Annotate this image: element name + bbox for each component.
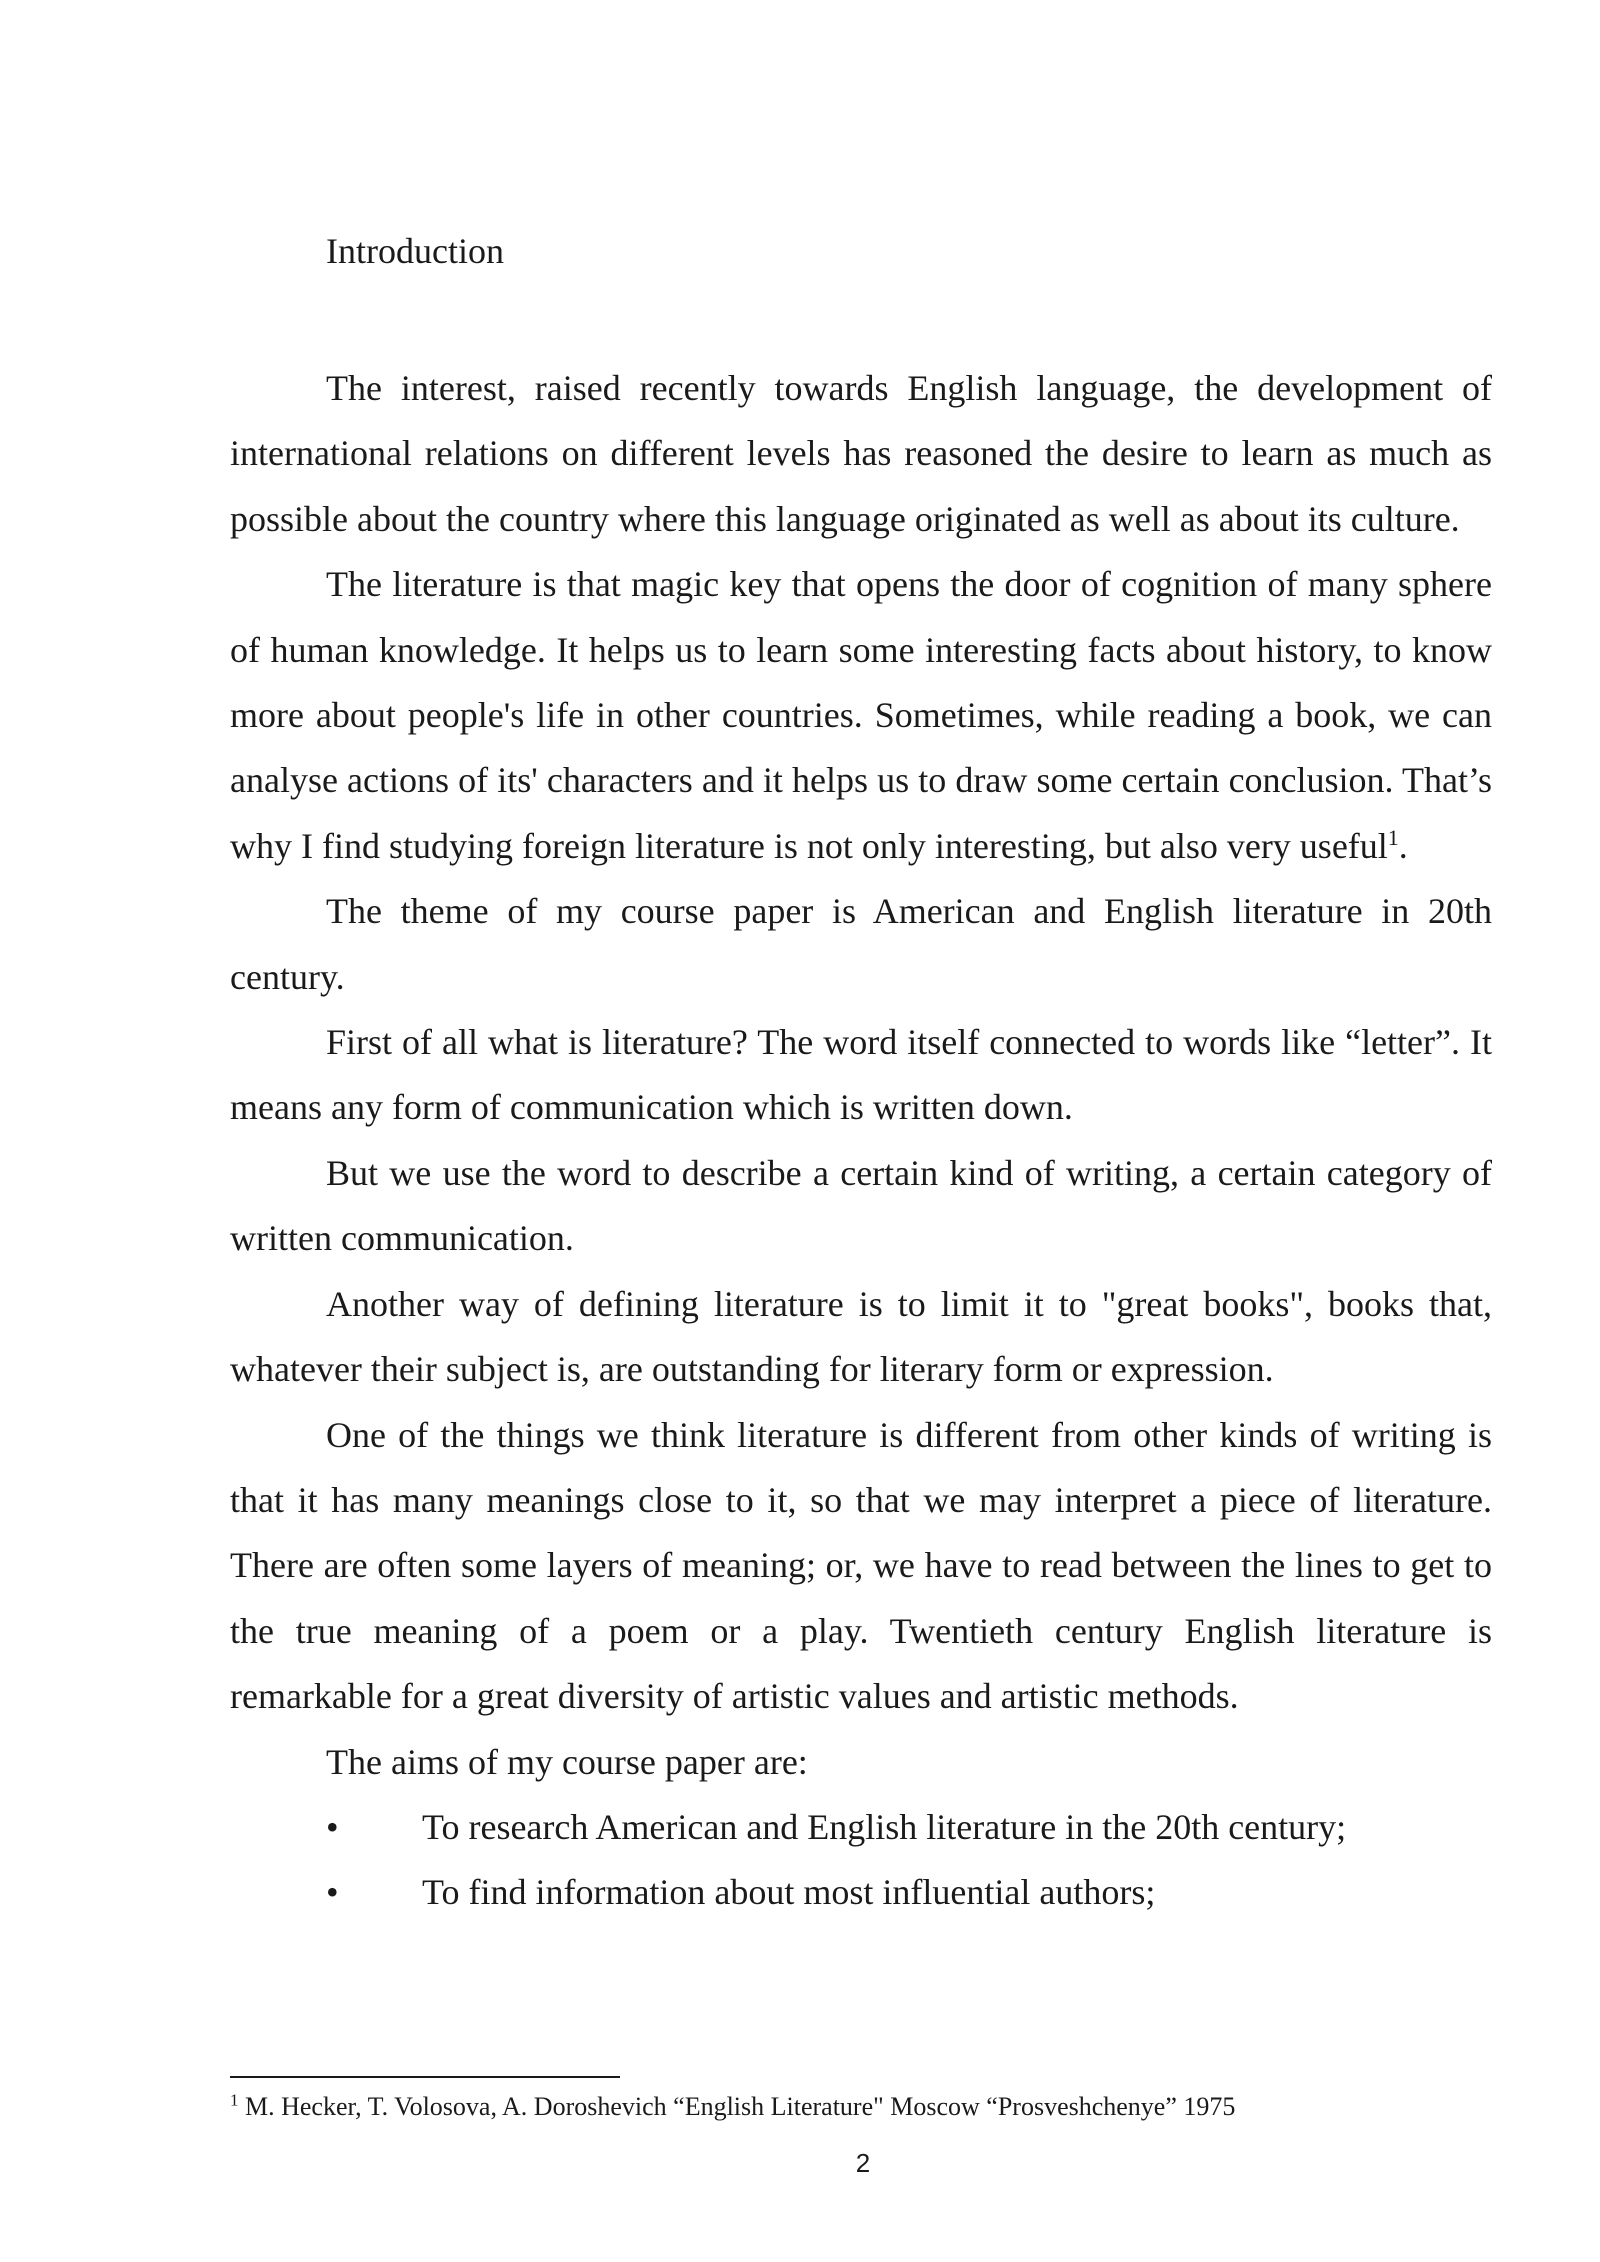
paragraph-literature-key-text: The literature is that magic key that opens the door of cognition of many sphere of human knowledge. It helps us to learn some interesting facts about history, to know more about people's life in other countries. Sometimes, while reading a book, we can analyse actions of its' characters and it helps us to draw some certain conclusion. That’s why I find studying foreign literature is not only interesting, but also very useful bbox=[230, 564, 1492, 866]
paragraph-aims-intro: The aims of my course paper are: bbox=[326, 1741, 808, 1782]
paragraph-meanings: One of the things we think literature is different from other kinds of writing is that it has many meanings close to it, so that we may interpret a piece of literature. There are often some layers of meaning; or, we have to read between the lines to get to the true meaning of a poem or a play. Twentieth century English literature is remarkable for a great diversity of artistic values and artistic methods. bbox=[230, 1414, 1492, 1717]
page-number: 2 bbox=[855, 2148, 871, 2178]
footnote-text: M. Hecker, T. Volosova, A. Doroshevich “English Literature" Moscow “Prosveshchenye” 1975 bbox=[238, 2092, 1236, 2121]
list-item bbox=[230, 1795, 1492, 1860]
list-item-text: To research American and English literature in the 20th century; bbox=[422, 1806, 1347, 1847]
body-text bbox=[230, 356, 1492, 1926]
bullet-icon: • bbox=[326, 1806, 339, 1847]
paragraph-kind-of-writing: But we use the word to describe a certain kind of writing, a certain category of written communication. bbox=[230, 1152, 1492, 1259]
footnote-reference[interactable]: 1 bbox=[1387, 824, 1399, 850]
section-heading: Introduction bbox=[326, 231, 504, 271]
paragraph-interest: The interest, raised recently towards English language, the development of international relations on different levels has reasoned the desire to learn as much as possible about the country where this language originated as well as about its culture. bbox=[230, 368, 1492, 539]
bullet-icon: • bbox=[326, 1872, 339, 1913]
paragraph-literature-key bbox=[230, 552, 1492, 879]
paragraph-great-books: Another way of defining literature is to limit it to "great books", books that, whatever their subject is, are outstanding for literary form or expression. bbox=[230, 1283, 1492, 1390]
list-item-text: To find information about most influential authors; bbox=[422, 1872, 1156, 1913]
aims-list bbox=[230, 1795, 1492, 1926]
footnote-number: 1 bbox=[230, 2090, 239, 2110]
footnote-divider bbox=[230, 2076, 620, 2078]
paragraph-literature-key-end: . bbox=[1398, 825, 1408, 866]
paragraph-theme: The theme of my course paper is American and English literature in 20th century. bbox=[230, 891, 1492, 997]
footnote bbox=[230, 2090, 1235, 2124]
paragraph-what-is-literature: First of all what is literature? The word itself connected to words like “letter”. It means any form of communication which is written down. bbox=[230, 1022, 1492, 1128]
list-item bbox=[230, 1860, 1492, 1925]
